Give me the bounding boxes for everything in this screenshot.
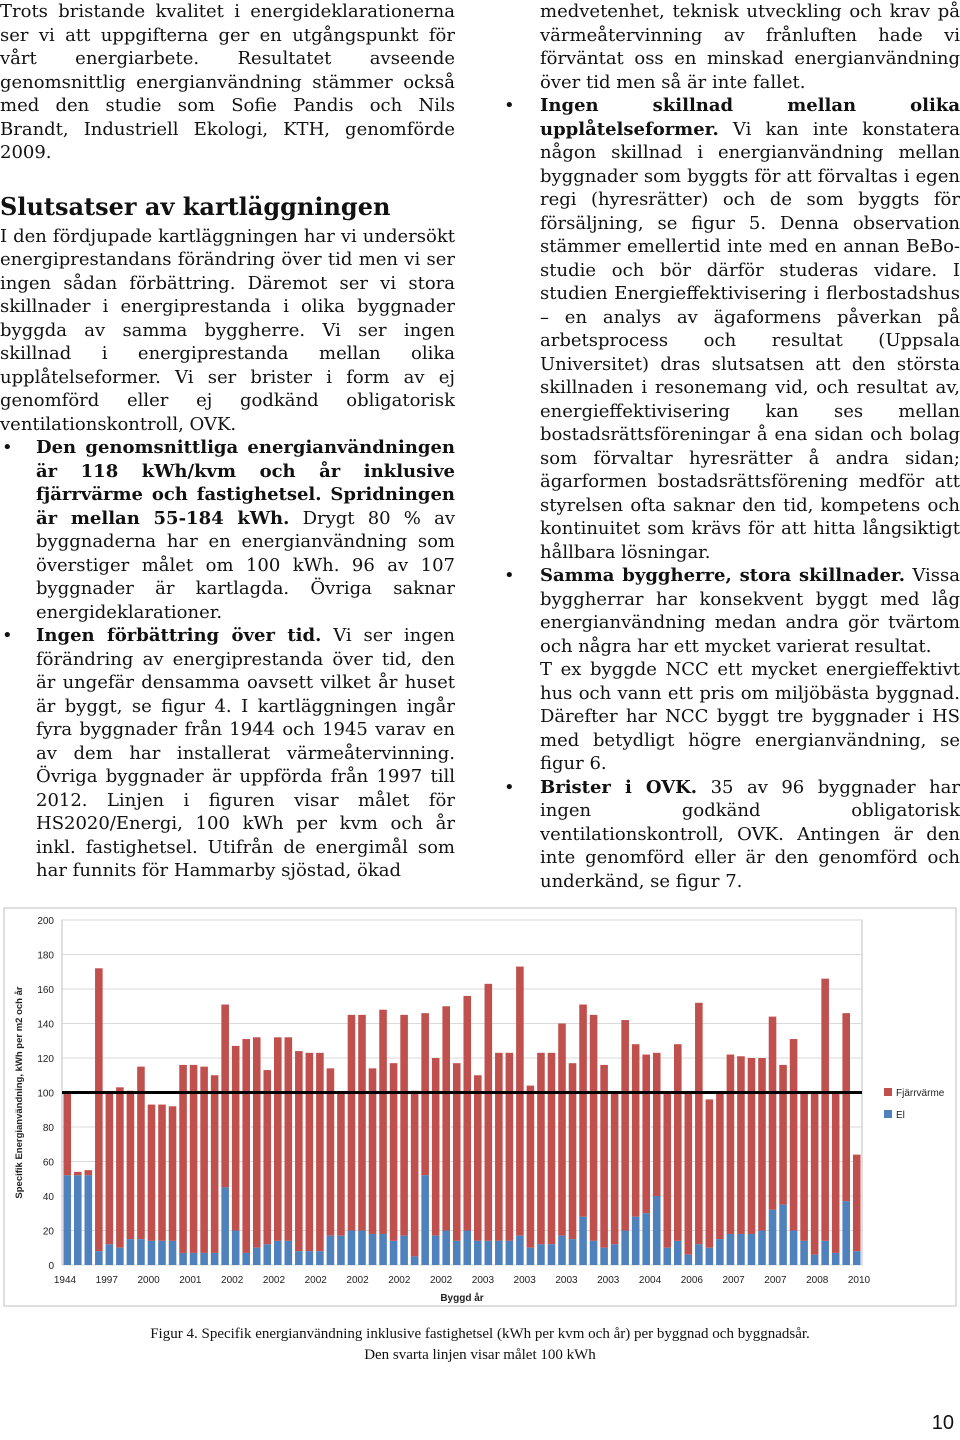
bar-el	[358, 1231, 366, 1266]
bar-fjarrvarme	[158, 1105, 166, 1241]
bar-el	[295, 1251, 303, 1265]
bar-fjarrvarme	[611, 1093, 619, 1245]
x-tick-label: 2003	[597, 1275, 620, 1286]
bar-el	[116, 1248, 124, 1265]
y-axis-label: Specifik Energianvändning, kWh per m2 och år	[14, 986, 25, 1199]
bar-el	[337, 1236, 345, 1265]
bullet-lead: Samma byggherre, stora skillnader.	[540, 565, 906, 586]
bar-fjarrvarme	[779, 1065, 787, 1205]
bar-el	[548, 1244, 556, 1265]
bar-el	[263, 1244, 271, 1265]
bar-el	[506, 1241, 514, 1265]
bar-fjarrvarme	[358, 1015, 366, 1231]
bar-el	[842, 1201, 850, 1265]
bar-fjarrvarme	[379, 1010, 387, 1234]
bullet-text: 35 av 96 byggnader har ingen godkänd obligatorisk ventilationskontroll, OVK. Antingen är den inte genomförd eller är den genomförd och underkänd, se figur 7.	[540, 776, 960, 892]
bar-el	[737, 1234, 745, 1265]
bar-fjarrvarme	[85, 1170, 93, 1175]
bar-fjarrvarme	[653, 1053, 661, 1196]
bar-el	[200, 1253, 208, 1265]
bar-el	[106, 1244, 114, 1265]
bullet-icon: •	[504, 776, 515, 798]
bar-el	[400, 1236, 408, 1265]
bar-fjarrvarme	[811, 1093, 819, 1255]
bar-fjarrvarme	[727, 1055, 735, 1234]
bullet-item	[504, 776, 960, 894]
bar-fjarrvarme	[421, 1013, 429, 1175]
bullet-lead: Den genomsnittliga energianvändningen är 118 kWh/kvm och år inklusive fjärrvärme och fastighetsel. Spridningen är mellan 55-184 kWh.	[36, 437, 455, 529]
bar-fjarrvarme	[63, 1093, 71, 1176]
bar-fjarrvarme	[685, 1093, 693, 1255]
bar-el	[242, 1253, 250, 1265]
bar-el	[63, 1175, 71, 1265]
bar-el	[158, 1241, 166, 1265]
bar-fjarrvarme	[221, 1005, 229, 1188]
bar-el	[853, 1251, 861, 1265]
bar-fjarrvarme	[127, 1091, 135, 1239]
legend-label-fjarrvarme: Fjärrvärme	[896, 1088, 945, 1099]
bar-el	[663, 1248, 671, 1265]
bar-fjarrvarme	[527, 1086, 535, 1248]
bar-el	[179, 1253, 187, 1265]
x-tick-label: 2002	[346, 1275, 369, 1286]
bar-el	[463, 1231, 471, 1266]
bar-fjarrvarme	[695, 1003, 703, 1245]
bar-fjarrvarme	[242, 1039, 250, 1253]
x-tick-label: 2003	[471, 1275, 495, 1286]
figure-caption	[0, 1324, 960, 1366]
caption-line-2: Den svarta linjen visar målet 100 kWh	[364, 1347, 596, 1363]
x-tick-label: 1997	[95, 1275, 118, 1286]
bar-el	[232, 1231, 240, 1266]
bar-fjarrvarme	[285, 1037, 293, 1241]
bar-el	[590, 1241, 598, 1265]
energy-chart	[0, 905, 960, 1310]
bar-el	[95, 1251, 103, 1265]
x-tick-label: 1944	[53, 1275, 77, 1286]
bar-el	[253, 1248, 261, 1265]
x-tick-label: 2003	[555, 1275, 578, 1286]
bar-el	[432, 1236, 440, 1265]
bar-el	[327, 1236, 335, 1265]
left-bullet-list	[0, 436, 455, 883]
bar-fjarrvarme	[432, 1058, 440, 1236]
bar-el	[685, 1255, 693, 1265]
bullet-item	[504, 94, 960, 564]
x-tick-label: 2006	[680, 1275, 703, 1286]
bar-el	[821, 1241, 829, 1265]
bar-fjarrvarme	[263, 1070, 271, 1244]
x-tick-label: 2000	[137, 1275, 160, 1286]
bar-el	[495, 1241, 503, 1265]
x-tick-label: 2007	[722, 1275, 745, 1286]
bar-fjarrvarme	[442, 1006, 450, 1230]
bar-fjarrvarme	[232, 1046, 240, 1231]
bar-el	[306, 1251, 314, 1265]
bar-fjarrvarme	[306, 1053, 314, 1251]
summary-paragraph: I den fördjupade kartläggningen har vi undersökt energiprestandans förändring över tid men vi ser ingen sådan förbättring. Däremot ser vi stora skillnader i energiprestanda i olika byggnader byggda av samma byggherre. Vi ser ingen skillnad i energiprestanda mellan olika upplåtelseformer. Vi ser brister i form av ej genomförd eller ej godkänd obligatorisk ventilationskontroll, OVK.	[0, 225, 455, 435]
bar-fjarrvarme	[632, 1044, 640, 1217]
bar-fjarrvarme	[200, 1067, 208, 1253]
bar-el	[537, 1244, 545, 1265]
bar-el	[516, 1236, 524, 1265]
bar-fjarrvarme	[211, 1075, 219, 1253]
bullet-item	[504, 564, 960, 776]
bullet-extra-text: T ex byggde NCC ett mycket energieffektivt hus och vann ett pris om miljöbästa byggnad. Därefter har NCC byggt tre byggnader i HS med betydligt högre energianvändning, se figur 6.	[540, 659, 960, 774]
bar-fjarrvarme	[579, 1005, 587, 1217]
bar-fjarrvarme	[116, 1087, 124, 1247]
bar-el	[137, 1239, 145, 1265]
bar-fjarrvarme	[74, 1172, 82, 1175]
bar-el	[453, 1241, 461, 1265]
bar-el	[695, 1244, 703, 1265]
bar-el	[727, 1234, 735, 1265]
bullet-text: Drygt 80 % av byggnaderna har en energianvändning som överstiger målet om 100 kWh. 96 av 107 byggnader är kartlagda. Övriga saknar energideklarationer.	[36, 507, 455, 623]
bar-el	[527, 1248, 535, 1265]
intro-paragraph: Trots bristande kvalitet i energideklarationerna ser vi att uppgifterna ger en utgångspunkt för vårt energiarbete. Resultatet avseende genomsnittlig energianvändning stämmer också med den studie som Sofie Pandis och Nils Brandt, Industriell Ekologi, KTH, genomförde 2009.	[0, 1, 455, 163]
bar-el	[221, 1187, 229, 1265]
continuation-paragraph: medvetenhet, teknisk utveckling och krav på värmeåtervinning av frånluften hade vi förväntat oss en minskad energianvändning över tid men så är inte fallet.	[540, 1, 960, 93]
bar-el	[379, 1234, 387, 1265]
bar-el	[674, 1241, 682, 1265]
x-tick-label: 2007	[764, 1275, 787, 1286]
y-tick-label: 140	[37, 1019, 54, 1031]
bar-el	[148, 1241, 156, 1265]
bar-fjarrvarme	[737, 1056, 745, 1234]
bar-el	[748, 1234, 756, 1265]
bar-el	[369, 1234, 377, 1265]
y-tick-label: 40	[42, 1192, 54, 1203]
y-tick-label: 100	[37, 1088, 54, 1100]
bar-el	[485, 1241, 493, 1265]
bar-fjarrvarme	[485, 984, 493, 1241]
bullet-icon: •	[504, 565, 515, 586]
x-tick-label: 2002	[429, 1275, 453, 1286]
bar-fjarrvarme	[506, 1053, 514, 1241]
bar-el	[316, 1251, 324, 1265]
x-tick-label: 2010	[847, 1275, 871, 1286]
bar-fjarrvarme	[748, 1058, 756, 1234]
bar-fjarrvarme	[842, 1013, 850, 1201]
bar-el	[769, 1210, 777, 1265]
bar-el	[558, 1236, 566, 1265]
page-number: 10	[931, 1412, 954, 1434]
bullet-item	[0, 624, 455, 883]
bar-el	[790, 1231, 798, 1266]
bar-fjarrvarme	[758, 1058, 766, 1231]
bar-fjarrvarme	[148, 1105, 156, 1241]
legend-swatch-el	[884, 1110, 892, 1118]
bar-el	[190, 1253, 198, 1265]
x-tick-label: 2002	[262, 1275, 286, 1286]
bar-el	[211, 1253, 219, 1265]
x-axis-label: Byggd år	[440, 1293, 484, 1304]
bar-fjarrvarme	[453, 1063, 461, 1241]
y-tick-label: 160	[37, 985, 54, 996]
bar-fjarrvarme	[790, 1039, 798, 1230]
bar-fjarrvarme	[400, 1015, 408, 1236]
bar-el	[621, 1231, 629, 1266]
bar-fjarrvarme	[516, 967, 524, 1236]
bullet-text: Vissa byggherrar har konsekvent byggt med låg energianvändning medan andra gör tvärtom och några har ett mycket varierat resultat.	[540, 565, 960, 657]
bar-fjarrvarme	[590, 1015, 598, 1241]
bullet-lead: Ingen förbättring över tid.	[36, 625, 322, 646]
bar-fjarrvarme	[253, 1037, 261, 1247]
x-tick-label: 2008	[806, 1275, 829, 1286]
bar-el	[800, 1241, 808, 1265]
y-tick-label: 60	[42, 1157, 54, 1169]
bar-fjarrvarme	[769, 1017, 777, 1210]
bar-el	[653, 1196, 661, 1265]
bar-el	[642, 1213, 650, 1265]
bar-el	[390, 1241, 398, 1265]
bar-el	[706, 1248, 714, 1265]
bar-el	[579, 1217, 587, 1265]
bar-el	[474, 1241, 482, 1265]
bar-fjarrvarme	[621, 1020, 629, 1230]
bar-fjarrvarme	[274, 1037, 282, 1241]
bar-el	[811, 1255, 819, 1265]
bullet-item	[0, 436, 455, 624]
bar-el	[274, 1241, 282, 1265]
bar-fjarrvarme	[706, 1099, 714, 1247]
x-tick-label: 2003	[513, 1275, 536, 1286]
legend-label-el: El	[896, 1110, 905, 1121]
bar-fjarrvarme	[853, 1155, 861, 1252]
y-tick-label: 0	[48, 1261, 54, 1272]
section-heading: Slutsatser av kartläggningen	[0, 191, 391, 221]
bullet-icon: •	[2, 625, 13, 646]
bar-fjarrvarme	[169, 1106, 177, 1241]
bullet-icon: •	[2, 437, 13, 458]
bar-fjarrvarme	[295, 1051, 303, 1251]
y-tick-label: 180	[37, 950, 54, 962]
bar-el	[127, 1239, 135, 1265]
bar-el	[758, 1231, 766, 1266]
bar-el	[442, 1231, 450, 1266]
x-tick-label: 2002	[388, 1275, 411, 1286]
bullet-lead: Ingen skillnad mellan olika upplåtelseformer.	[540, 95, 960, 140]
right-column	[504, 0, 960, 893]
bar-fjarrvarme	[495, 1053, 503, 1241]
caption-line-1: Figur 4. Specifik energianvändning inklusive fastighetsel (kWh per kvm och år) per byggnad och byggnadsår.	[150, 1326, 810, 1342]
bar-el	[411, 1256, 419, 1265]
bar-fjarrvarme	[337, 1093, 345, 1236]
bar-el	[716, 1239, 724, 1265]
bar-fjarrvarme	[106, 1093, 114, 1245]
x-tick-label: 2002	[304, 1275, 327, 1286]
bar-el	[600, 1248, 608, 1265]
bar-el	[169, 1241, 177, 1265]
bar-fjarrvarme	[548, 1053, 556, 1244]
bar-el	[569, 1239, 577, 1265]
bar-fjarrvarme	[537, 1053, 545, 1244]
bar-el	[421, 1175, 429, 1265]
bullet-icon: •	[504, 95, 515, 116]
bar-fjarrvarme	[558, 1024, 566, 1236]
bar-fjarrvarme	[832, 1093, 840, 1253]
y-tick-label: 20	[42, 1226, 54, 1238]
bar-fjarrvarme	[716, 1093, 724, 1240]
right-bullet-list	[504, 94, 960, 893]
bullet-text: Vi ser ingen förändring av energiprestanda över tid, den är ungefär densamma oavsett vilket år huset är byggt, se figur 4. I kartläggningen ingår fyra byggnader från 1944 och 1945 varav en av dem har installerat värmeåtervinning. Övriga byggnader är uppförda från 1997 till 2012. Linjen i figuren visar målet för HS2020/Energi, 100 kWh per kvm och år inkl. fastighetsel. Utifrån de energimål som har funnits för Hammarby sjöstad, ökad	[36, 625, 455, 881]
bar-el	[632, 1217, 640, 1265]
y-tick-label: 200	[37, 916, 54, 927]
bar-fjarrvarme	[463, 996, 471, 1231]
bar-fjarrvarme	[800, 1093, 808, 1241]
bar-fjarrvarme	[474, 1075, 482, 1241]
bar-fjarrvarme	[348, 1015, 356, 1231]
bar-fjarrvarme	[642, 1055, 650, 1214]
x-tick-label: 2004	[638, 1275, 662, 1286]
bar-el	[348, 1231, 356, 1266]
bullet-text: Vi kan inte konstatera någon skillnad i energianvändning mellan byggnader som byggts för att förvaltas i egen regi (hyresrätter) och de som byggts för försäljning, se figur 5. Denna observation stämmer emellertid inte med en annan BeBo-studie och bör därför studeras vidare. I studien Energieffektivisering i flerbostadshus – en analys av ägaformens påverkan på arbetsprocess och resultat (Uppsala Universitet) dras slutsatsen att den största skillnaden i resonemang vid, och resultat av, energieffektivisering kan ses mellan bostadsrättsföreningar å ena sidan och bolag som förvaltar hyresrätter å andra sidan; ägarformen bostadsrättsförening medför att styrelsen ofta saknar den tid, kompetens och kontinuitet som krävs för att hitta långsiktigt hållbara lösningar.	[540, 118, 960, 563]
bar-fjarrvarme	[316, 1053, 324, 1251]
x-tick-label: 2002	[221, 1275, 244, 1286]
bar-fjarrvarme	[411, 1091, 419, 1257]
bar-fjarrvarme	[569, 1063, 577, 1239]
bar-fjarrvarme	[390, 1063, 398, 1241]
bar-el	[832, 1253, 840, 1265]
y-tick-label: 80	[42, 1123, 54, 1134]
bullet-lead: Brister i OVK.	[540, 776, 698, 798]
legend-swatch-fjarrvarme	[884, 1088, 892, 1096]
bar-el	[779, 1205, 787, 1265]
y-tick-label: 120	[37, 1054, 54, 1065]
energy-chart-svg	[0, 905, 960, 1310]
left-column	[0, 0, 455, 883]
bar-fjarrvarme	[95, 968, 103, 1251]
bar-el	[611, 1244, 619, 1265]
bar-el	[74, 1175, 82, 1265]
bar-fjarrvarme	[674, 1044, 682, 1241]
bar-fjarrvarme	[663, 1093, 671, 1248]
bar-fjarrvarme	[821, 979, 829, 1241]
bar-el	[285, 1241, 293, 1265]
x-tick-label: 2001	[179, 1275, 202, 1286]
bar-el	[85, 1175, 93, 1265]
